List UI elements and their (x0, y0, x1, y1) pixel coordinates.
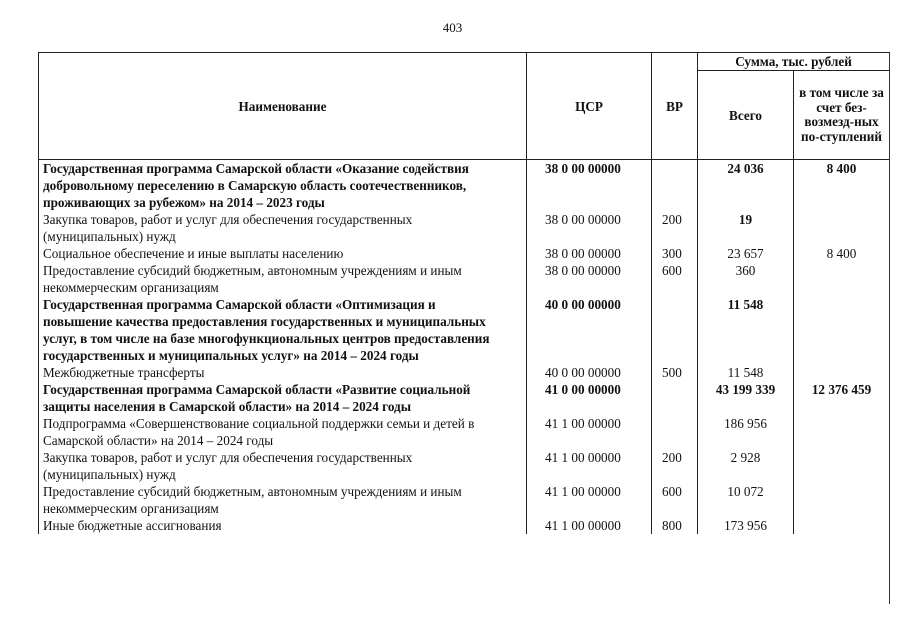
row-csr: 41 1 00 00000 (527, 415, 652, 449)
row-csr: 38 0 00 00000 (527, 262, 652, 296)
row-csr: 40 0 00 00000 (527, 364, 652, 381)
table-row (39, 517, 890, 534)
row-free (794, 449, 890, 483)
row-vr: 600 (652, 262, 698, 296)
row-csr: 41 1 00 00000 (527, 517, 652, 534)
header-sum-group: Сумма, тыс. рублей (698, 53, 890, 71)
table-row (39, 364, 890, 381)
table-row (39, 483, 890, 517)
row-free (794, 211, 890, 245)
row-csr: 38 0 00 00000 (527, 211, 652, 245)
row-total: 2 928 (698, 449, 794, 483)
row-name: Государственная программа Самарской области «Развитие социальной защиты населения в Самарской области» на 2014 – 2024 годы (39, 381, 527, 415)
row-name: Закупка товаров, работ и услуг для обеспечения государственных (муниципальных) нужд (39, 211, 527, 245)
row-free: 12 376 459 (794, 381, 890, 415)
row-total: 11 548 (698, 296, 794, 364)
row-total: 173 956 (698, 517, 794, 534)
row-vr (652, 415, 698, 449)
row-csr: 38 0 00 00000 (527, 245, 652, 262)
table-body (39, 160, 890, 535)
row-name: Подпрограмма «Совершенствование социальной поддержки семьи и детей в Самарской области» на 2014 – 2024 годы (39, 415, 527, 449)
table-row (39, 381, 890, 415)
row-name: Иные бюджетные ассигнования (39, 517, 527, 534)
row-csr: 41 1 00 00000 (527, 483, 652, 517)
row-vr: 800 (652, 517, 698, 534)
row-vr (652, 381, 698, 415)
row-free (794, 415, 890, 449)
row-vr: 600 (652, 483, 698, 517)
row-vr: 500 (652, 364, 698, 381)
page-number: 403 (442, 20, 463, 35)
row-name: Предоставление субсидий бюджетным, автономным учреждениям и иным некоммерческим организациям (39, 262, 527, 296)
row-csr: 41 1 00 00000 (527, 449, 652, 483)
row-total: 19 (698, 211, 794, 245)
row-name: Государственная программа Самарской области «Оптимизация и повышение качества предоставления государственных и муниципальных услуг, в том числе на базе многофункциональных центров предоставления государственных и муниципальных услуг» на 2014 – 2024 годы (39, 296, 527, 364)
row-total: 24 036 (698, 160, 794, 212)
header-vr: ВР (652, 53, 698, 160)
row-total: 10 072 (698, 483, 794, 517)
row-vr: 200 (652, 211, 698, 245)
budget-table (38, 52, 890, 534)
row-free: 8 400 (794, 160, 890, 212)
row-free (794, 364, 890, 381)
row-total: 360 (698, 262, 794, 296)
table-row (39, 211, 890, 245)
row-csr: 41 0 00 00000 (527, 381, 652, 415)
table-row (39, 160, 890, 212)
row-vr: 300 (652, 245, 698, 262)
header-name: Наименование (39, 53, 527, 160)
row-free (794, 262, 890, 296)
table-header (39, 53, 890, 160)
table-row (39, 245, 890, 262)
row-free: 8 400 (794, 245, 890, 262)
row-name: Предоставление субсидий бюджетным, автономным учреждениям и иным некоммерческим организациям (39, 483, 527, 517)
row-vr (652, 296, 698, 364)
row-name: Закупка товаров, работ и услуг для обеспечения государственных (муниципальных) нужд (39, 449, 527, 483)
table-row (39, 415, 890, 449)
row-free (794, 517, 890, 534)
row-total: 186 956 (698, 415, 794, 449)
row-csr: 40 0 00 00000 (527, 296, 652, 364)
right-border-line (889, 52, 890, 604)
row-total: 43 199 339 (698, 381, 794, 415)
row-name: Социальное обеспечение и иные выплаты населению (39, 245, 527, 262)
row-total: 11 548 (698, 364, 794, 381)
row-name: Межбюджетные трансферты (39, 364, 527, 381)
row-total: 23 657 (698, 245, 794, 262)
row-csr: 38 0 00 00000 (527, 160, 652, 212)
row-vr (652, 160, 698, 212)
row-name: Государственная программа Самарской области «Оказание содействия добровольному переселению в Самарскую область соотечественников, проживающих за рубежом» на 2014 – 2023 годы (39, 160, 527, 212)
header-csr: ЦСР (527, 53, 652, 160)
table-row (39, 449, 890, 483)
header-total: Всего (698, 71, 794, 160)
table-row (39, 262, 890, 296)
header-free-receipts: в том числе за счет без-возмезд-ных по-ступлений (794, 71, 890, 160)
row-vr: 200 (652, 449, 698, 483)
row-free (794, 483, 890, 517)
table-row (39, 296, 890, 364)
row-free (794, 296, 890, 364)
